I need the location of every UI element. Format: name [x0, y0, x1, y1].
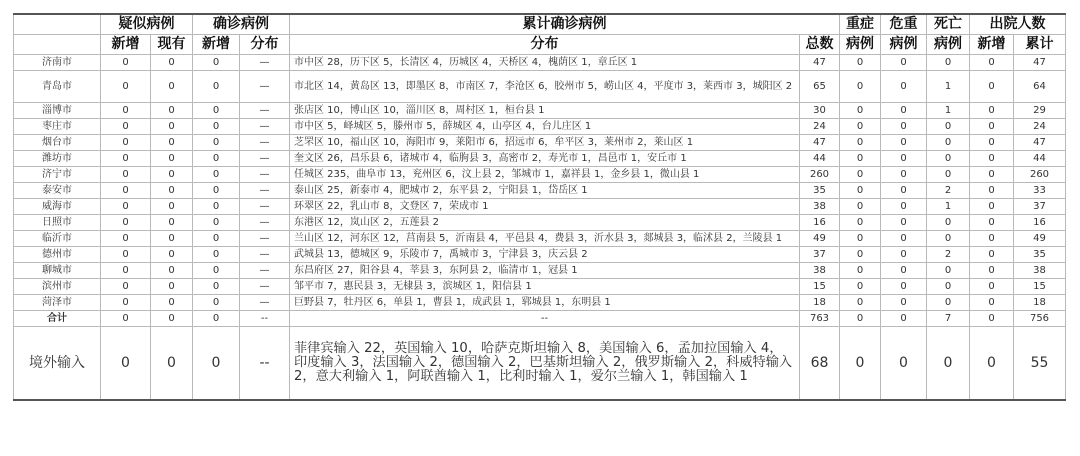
discharged-cumulative: 38 — [1014, 263, 1066, 279]
discharged-new: 0 — [970, 103, 1014, 119]
header-cumulative: 累计确诊病例 — [290, 14, 840, 35]
cumulative-distribution: 市中区 28，历下区 5，长清区 4，历城区 4，天桥区 4，槐荫区 1，章丘区 1 — [290, 55, 800, 71]
suspected-new: 0 — [101, 215, 151, 231]
header-death: 死亡 — [927, 14, 970, 35]
confirmed-new: 0 — [193, 231, 240, 247]
table-row — [14, 71, 1066, 103]
discharged-cumulative: 260 — [1014, 167, 1066, 183]
death-cases: 2 — [927, 183, 970, 199]
discharged-cumulative: 24 — [1014, 119, 1066, 135]
discharged-new: 0 — [970, 311, 1014, 327]
confirmed-new: 0 — [193, 183, 240, 199]
city-name: 济南市 — [14, 55, 101, 71]
confirmed-distribution: — — [240, 279, 290, 295]
confirmed-distribution: — — [240, 215, 290, 231]
table-row — [14, 199, 1066, 215]
suspected-current: 0 — [151, 183, 193, 199]
critical-cases: 0 — [881, 167, 927, 183]
discharged-cumulative: 47 — [1014, 55, 1066, 71]
subheader-discharged-new: 新增 — [970, 35, 1014, 55]
discharged-cumulative: 29 — [1014, 103, 1066, 119]
suspected-new: 0 — [101, 55, 151, 71]
subheader-critical-cases: 病例 — [881, 35, 927, 55]
death-cases: 0 — [927, 135, 970, 151]
discharged-new: 0 — [970, 263, 1014, 279]
city-name: 滨州市 — [14, 279, 101, 295]
city-name: 泰安市 — [14, 183, 101, 199]
confirmed-distribution: — — [240, 103, 290, 119]
confirmed-new: 0 — [193, 135, 240, 151]
cumulative-total: 260 — [800, 167, 840, 183]
cumulative-total: 47 — [800, 55, 840, 71]
suspected-new: 0 — [101, 311, 151, 327]
cumulative-distribution: 邹平市 7，惠民县 3，无棣县 3，滨城区 1，阳信县 1 — [290, 279, 800, 295]
table-row — [14, 119, 1066, 135]
severe-cases: 0 — [840, 327, 881, 401]
imported-label: 境外输入 — [14, 327, 101, 401]
death-cases: 0 — [927, 295, 970, 311]
cumulative-total: 16 — [800, 215, 840, 231]
severe-cases: 0 — [840, 55, 881, 71]
death-cases: 0 — [927, 263, 970, 279]
suspected-new: 0 — [101, 103, 151, 119]
cumulative-distribution: 奎文区 26，昌乐县 6，诸城市 4，临朐县 3，高密市 2，寿光市 1，昌邑市 1，安丘市 1 — [290, 151, 800, 167]
subheader-suspected-current: 现有 — [151, 35, 193, 55]
discharged-new: 0 — [970, 295, 1014, 311]
critical-cases: 0 — [881, 135, 927, 151]
city-name: 临沂市 — [14, 231, 101, 247]
discharged-new: 0 — [970, 327, 1014, 401]
cumulative-distribution: 泰山区 25，新泰市 4，肥城市 2，东平县 2，宁阳县 1，岱岳区 1 — [290, 183, 800, 199]
subheader-discharged-cumulative: 累计 — [1014, 35, 1066, 55]
suspected-new: 0 — [101, 263, 151, 279]
confirmed-distribution: — — [240, 71, 290, 103]
city-name: 日照市 — [14, 215, 101, 231]
suspected-current: 0 — [151, 199, 193, 215]
cumulative-total: 35 — [800, 183, 840, 199]
suspected-new: 0 — [101, 167, 151, 183]
confirmed-new: 0 — [193, 295, 240, 311]
confirmed-distribution: — — [240, 151, 290, 167]
critical-cases: 0 — [881, 199, 927, 215]
cumulative-distribution: 市中区 5，峄城区 5，滕州市 5，薛城区 4，山亭区 4，台儿庄区 1 — [290, 119, 800, 135]
confirmed-new: 0 — [193, 247, 240, 263]
severe-cases: 0 — [840, 311, 881, 327]
discharged-new: 0 — [970, 231, 1014, 247]
table-row — [14, 135, 1066, 151]
cumulative-total: 18 — [800, 295, 840, 311]
discharged-cumulative: 15 — [1014, 279, 1066, 295]
header-corner — [14, 14, 101, 35]
subheader-cumulative-total: 总数 — [800, 35, 840, 55]
discharged-cumulative: 35 — [1014, 247, 1066, 263]
severe-cases: 0 — [840, 183, 881, 199]
discharged-new: 0 — [970, 199, 1014, 215]
discharged-cumulative: 33 — [1014, 183, 1066, 199]
suspected-current: 0 — [151, 215, 193, 231]
suspected-new: 0 — [101, 231, 151, 247]
cumulative-distribution: 市北区 14，黄岛区 13，即墨区 8，市南区 7，李沧区 6，胶州市 5，崂山区 4，平度市 3，莱西市 3，城阳区 2 — [290, 71, 800, 103]
cumulative-distribution: 巨野县 7，牡丹区 6，单县 1，曹县 1，成武县 1，郓城县 1，东明县 1 — [290, 295, 800, 311]
table-row — [14, 167, 1066, 183]
header-row-2 — [14, 35, 1066, 55]
cumulative-distribution: 任城区 235，曲阜市 13，兖州区 6，汶上县 2，邹城市 1，嘉祥县 1，金乡县 1，微山县 1 — [290, 167, 800, 183]
confirmed-distribution: — — [240, 199, 290, 215]
header-confirmed: 确诊病例 — [193, 14, 290, 35]
suspected-current: 0 — [151, 167, 193, 183]
cumulative-total: 49 — [800, 231, 840, 247]
confirmed-new: 0 — [193, 71, 240, 103]
confirmed-distribution: — — [240, 231, 290, 247]
cumulative-total: 15 — [800, 279, 840, 295]
discharged-new: 0 — [970, 119, 1014, 135]
cumulative-distribution: 芝罘区 10，福山区 10，海阳市 9，莱阳市 6，招远市 6，牟平区 3，莱州市 2，莱山区 1 — [290, 135, 800, 151]
city-name: 聊城市 — [14, 263, 101, 279]
death-cases: 1 — [927, 71, 970, 103]
city-name: 德州市 — [14, 247, 101, 263]
subheader-death-cases: 病例 — [927, 35, 970, 55]
suspected-current: 0 — [151, 55, 193, 71]
city-name: 潍坊市 — [14, 151, 101, 167]
city-name: 烟台市 — [14, 135, 101, 151]
death-cases: 1 — [927, 199, 970, 215]
cumulative-distribution: 武城县 13，德城区 9，乐陵市 7，禹城市 3，宁津县 3，庆云县 2 — [290, 247, 800, 263]
confirmed-new: 0 — [193, 279, 240, 295]
severe-cases: 0 — [840, 295, 881, 311]
death-cases: 0 — [927, 231, 970, 247]
cumulative-total: 38 — [800, 199, 840, 215]
cumulative-total: 24 — [800, 119, 840, 135]
discharged-new: 0 — [970, 167, 1014, 183]
table-row — [14, 279, 1066, 295]
header-row-1 — [14, 14, 1066, 35]
cumulative-total: 37 — [800, 247, 840, 263]
table-row — [14, 151, 1066, 167]
discharged-new: 0 — [970, 183, 1014, 199]
discharged-cumulative: 18 — [1014, 295, 1066, 311]
confirmed-distribution: — — [240, 167, 290, 183]
table-row — [14, 263, 1066, 279]
discharged-new: 0 — [970, 247, 1014, 263]
city-name: 威海市 — [14, 199, 101, 215]
discharged-new: 0 — [970, 135, 1014, 151]
suspected-new: 0 — [101, 199, 151, 215]
suspected-current: 0 — [151, 151, 193, 167]
discharged-cumulative: 64 — [1014, 71, 1066, 103]
death-cases: 0 — [927, 55, 970, 71]
suspected-new: 0 — [101, 247, 151, 263]
suspected-current: 0 — [151, 327, 193, 401]
severe-cases: 0 — [840, 263, 881, 279]
subheader-confirmed-distribution: 分布 — [240, 35, 290, 55]
death-cases: 1 — [927, 103, 970, 119]
suspected-new: 0 — [101, 151, 151, 167]
cumulative-distribution: 环翠区 22，乳山市 8，文登区 7，荣成市 1 — [290, 199, 800, 215]
suspected-current: 0 — [151, 263, 193, 279]
critical-cases: 0 — [881, 119, 927, 135]
city-name: 青岛市 — [14, 71, 101, 103]
critical-cases: 0 — [881, 327, 927, 401]
total-row — [14, 311, 1066, 327]
critical-cases: 0 — [881, 279, 927, 295]
death-cases: 0 — [927, 327, 970, 401]
severe-cases: 0 — [840, 199, 881, 215]
confirmed-new: 0 — [193, 327, 240, 401]
discharged-cumulative: 37 — [1014, 199, 1066, 215]
cumulative-distribution: 兰山区 12，河东区 12，莒南县 5，沂南县 4，平邑县 4，费县 3，沂水县 3，郯城县 3，临沭县 2，兰陵县 1 — [290, 231, 800, 247]
death-cases: 7 — [927, 311, 970, 327]
critical-cases: 0 — [881, 55, 927, 71]
suspected-new: 0 — [101, 279, 151, 295]
table-row — [14, 215, 1066, 231]
suspected-current: 0 — [151, 247, 193, 263]
suspected-current: 0 — [151, 279, 193, 295]
subheader-severe-cases: 病例 — [840, 35, 881, 55]
cumulative-distribution: 张店区 10，博山区 10，淄川区 8，周村区 1，桓台县 1 — [290, 103, 800, 119]
city-name: 淄博市 — [14, 103, 101, 119]
discharged-new: 0 — [970, 71, 1014, 103]
severe-cases: 0 — [840, 167, 881, 183]
discharged-cumulative: 16 — [1014, 215, 1066, 231]
city-name: 枣庄市 — [14, 119, 101, 135]
critical-cases: 0 — [881, 71, 927, 103]
table-row — [14, 295, 1066, 311]
critical-cases: 0 — [881, 103, 927, 119]
severe-cases: 0 — [840, 215, 881, 231]
confirmed-distribution: — — [240, 119, 290, 135]
critical-cases: 0 — [881, 231, 927, 247]
suspected-new: 0 — [101, 183, 151, 199]
confirmed-distribution: — — [240, 183, 290, 199]
total-label: 合计 — [14, 311, 101, 327]
severe-cases: 0 — [840, 103, 881, 119]
severe-cases: 0 — [840, 279, 881, 295]
confirmed-distribution: — — [240, 55, 290, 71]
severe-cases: 0 — [840, 71, 881, 103]
table-row — [14, 183, 1066, 199]
header-suspected: 疑似病例 — [101, 14, 193, 35]
header-discharged: 出院人数 — [970, 14, 1066, 35]
cumulative-distribution: -- — [290, 311, 800, 327]
confirmed-new: 0 — [193, 311, 240, 327]
confirmed-new: 0 — [193, 151, 240, 167]
discharged-new: 0 — [970, 215, 1014, 231]
confirmed-distribution: -- — [240, 311, 290, 327]
death-cases: 0 — [927, 151, 970, 167]
critical-cases: 0 — [881, 183, 927, 199]
suspected-current: 0 — [151, 103, 193, 119]
suspected-new: 0 — [101, 135, 151, 151]
discharged-new: 0 — [970, 279, 1014, 295]
header-corner-2 — [14, 35, 101, 55]
cumulative-total: 44 — [800, 151, 840, 167]
cumulative-distribution: 东港区 12，岚山区 2，五莲县 2 — [290, 215, 800, 231]
severe-cases: 0 — [840, 119, 881, 135]
cumulative-distribution: 东昌府区 27，阳谷县 4，莘县 3，东阿县 2，临清市 1，冠县 1 — [290, 263, 800, 279]
suspected-current: 0 — [151, 311, 193, 327]
imported-row — [14, 327, 1066, 401]
death-cases: 0 — [927, 167, 970, 183]
critical-cases: 0 — [881, 311, 927, 327]
severe-cases: 0 — [840, 231, 881, 247]
suspected-new: 0 — [101, 71, 151, 103]
cumulative-total: 65 — [800, 71, 840, 103]
subheader-suspected-new: 新增 — [101, 35, 151, 55]
city-name: 菏泽市 — [14, 295, 101, 311]
subheader-confirmed-new: 新增 — [193, 35, 240, 55]
confirmed-new: 0 — [193, 119, 240, 135]
confirmed-new: 0 — [193, 199, 240, 215]
cumulative-total: 68 — [800, 327, 840, 401]
confirmed-new: 0 — [193, 263, 240, 279]
death-cases: 0 — [927, 279, 970, 295]
critical-cases: 0 — [881, 215, 927, 231]
cumulative-total: 38 — [800, 263, 840, 279]
discharged-cumulative: 44 — [1014, 151, 1066, 167]
confirmed-new: 0 — [193, 55, 240, 71]
discharged-cumulative: 49 — [1014, 231, 1066, 247]
suspected-new: 0 — [101, 327, 151, 401]
death-cases: 0 — [927, 119, 970, 135]
suspected-current: 0 — [151, 71, 193, 103]
suspected-current: 0 — [151, 135, 193, 151]
suspected-new: 0 — [101, 119, 151, 135]
covid-stats-table — [13, 13, 1066, 401]
header-severe: 重症 — [840, 14, 881, 35]
severe-cases: 0 — [840, 151, 881, 167]
cumulative-distribution: 菲律宾输入 22，英国输入 10，哈萨克斯坦输入 8，美国输入 6，孟加拉国输入 4，印度输入 3，法国输入 2，德国输入 2，巴基斯坦输入 2，俄罗斯输入 2，科威特输入 2，意大利输入 1，阿联酋输入 1，比利时输入 1，爱尔兰输入 1，韩国输入 1 — [290, 327, 800, 401]
severe-cases: 0 — [840, 247, 881, 263]
confirmed-distribution: -- — [240, 327, 290, 401]
critical-cases: 0 — [881, 295, 927, 311]
table-row — [14, 103, 1066, 119]
confirmed-distribution: — — [240, 295, 290, 311]
table-row — [14, 231, 1066, 247]
table-row — [14, 55, 1066, 71]
discharged-cumulative: 55 — [1014, 327, 1066, 401]
confirmed-new: 0 — [193, 103, 240, 119]
subheader-cumulative-distribution: 分布 — [290, 35, 800, 55]
suspected-current: 0 — [151, 231, 193, 247]
cumulative-total: 763 — [800, 311, 840, 327]
critical-cases: 0 — [881, 263, 927, 279]
cumulative-total: 47 — [800, 135, 840, 151]
discharged-new: 0 — [970, 151, 1014, 167]
confirmed-distribution: — — [240, 135, 290, 151]
death-cases: 2 — [927, 247, 970, 263]
suspected-current: 0 — [151, 119, 193, 135]
critical-cases: 0 — [881, 151, 927, 167]
header-critical: 危重 — [881, 14, 927, 35]
confirmed-distribution: — — [240, 263, 290, 279]
confirmed-distribution: — — [240, 247, 290, 263]
stats-table-wrapper — [13, 13, 1065, 401]
table-row — [14, 247, 1066, 263]
discharged-new: 0 — [970, 55, 1014, 71]
discharged-cumulative: 756 — [1014, 311, 1066, 327]
city-name: 济宁市 — [14, 167, 101, 183]
discharged-cumulative: 47 — [1014, 135, 1066, 151]
suspected-new: 0 — [101, 295, 151, 311]
suspected-current: 0 — [151, 295, 193, 311]
cumulative-total: 30 — [800, 103, 840, 119]
critical-cases: 0 — [881, 247, 927, 263]
confirmed-new: 0 — [193, 215, 240, 231]
severe-cases: 0 — [840, 135, 881, 151]
confirmed-new: 0 — [193, 167, 240, 183]
death-cases: 0 — [927, 215, 970, 231]
